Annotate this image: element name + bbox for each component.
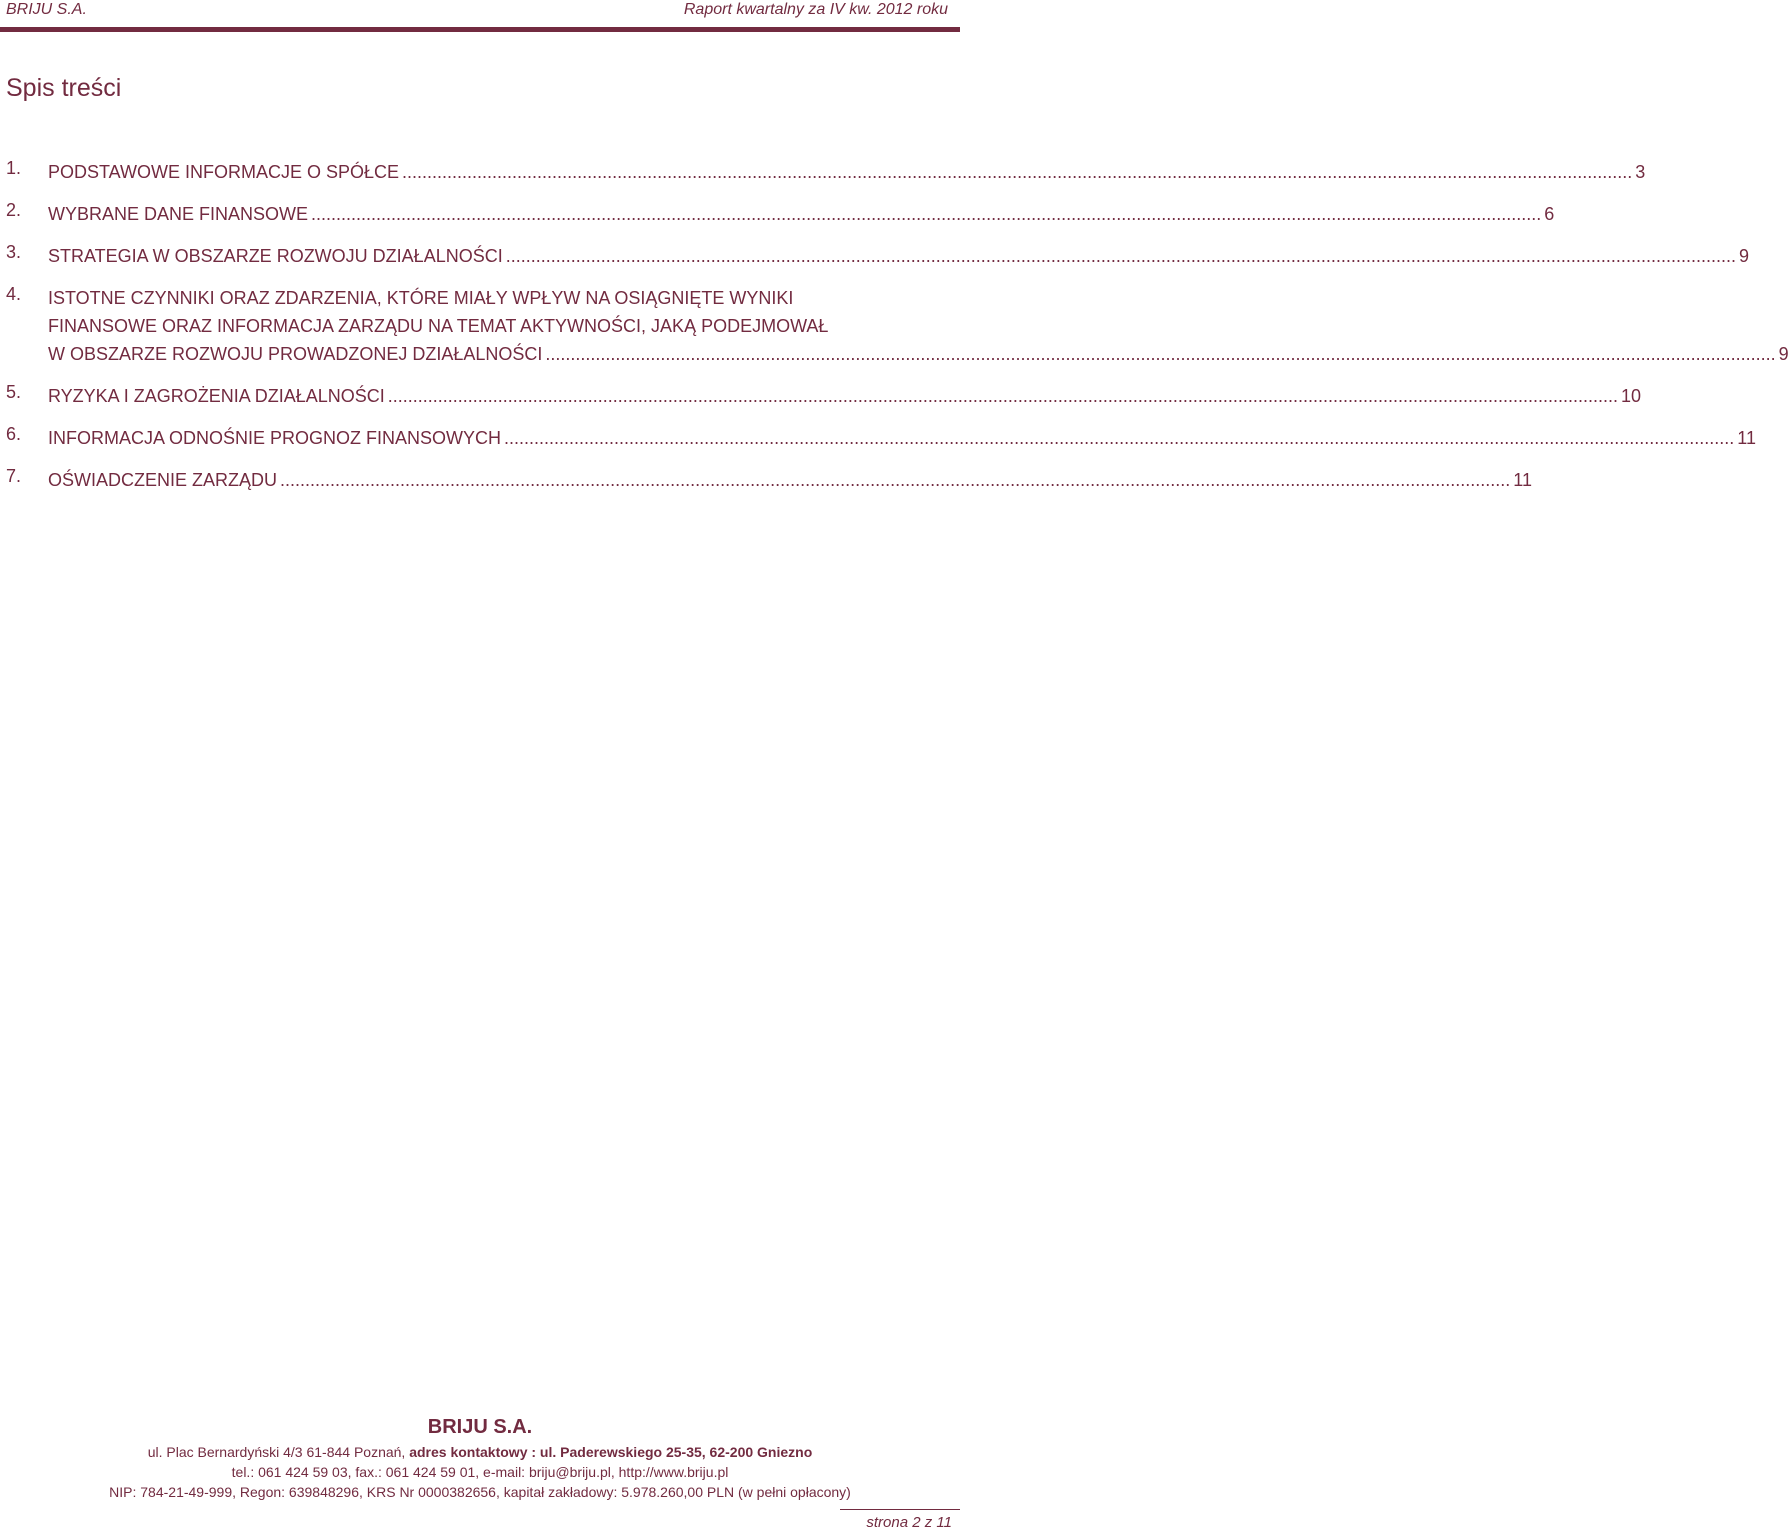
footer-address-line bbox=[0, 1442, 960, 1462]
toc-entry-title-line: ISTOTNE CZYNNIKI ORAZ ZDARZENIA, KTÓRE MIAŁY WPŁYW NA OSIĄGNIĘTE WYNIKI bbox=[48, 288, 794, 308]
toc-leader-dots bbox=[280, 466, 1510, 494]
toc-leader-dots bbox=[388, 382, 1618, 410]
toc-entry-number: 4. bbox=[6, 284, 22, 304]
toc-entry-page: 10 bbox=[1621, 386, 1642, 406]
toc-entry-page: 3 bbox=[1635, 162, 1646, 182]
toc-entry-page: 11 bbox=[1513, 470, 1532, 490]
toc-entry-page: 9 bbox=[1738, 246, 1749, 266]
toc-entry-number: 6. bbox=[6, 424, 22, 444]
toc-entry-title: INFORMACJA ODNOŚNIE PROGNOZ FINANSOWYCH bbox=[48, 428, 502, 448]
header-company: BRIJU S.A. bbox=[6, 1, 87, 18]
toc-entry-title: OŚWIADCZENIE ZARZĄDU bbox=[48, 470, 278, 490]
toc-entry-title: PODSTAWOWE INFORMACJE O SPÓŁCE bbox=[48, 162, 400, 182]
toc-entry-title-line: FINANSOWE ORAZ INFORMACJA ZARZĄDU NA TEMAT AKTYWNOŚCI, JAKĄ PODEJMOWAŁ bbox=[48, 316, 829, 336]
toc-entry[interactable] bbox=[6, 382, 1642, 410]
toc-entry-number: 7. bbox=[6, 466, 22, 486]
toc-entry-number: 2. bbox=[6, 200, 22, 220]
toc-entry-title-line: W OBSZARZE ROZWOJU PROWADZONEJ DZIAŁALNOŚCI bbox=[48, 344, 543, 364]
toc-entry-title: STRATEGIA W OBSZARZE ROZWOJU DZIAŁALNOŚCI bbox=[48, 246, 503, 266]
page-number: strona 2 z 11 bbox=[866, 1514, 952, 1531]
footer-company: BRIJU S.A. bbox=[427, 1416, 533, 1438]
toc-leader-dots bbox=[504, 424, 1734, 452]
toc-entry-number: 3. bbox=[6, 242, 22, 262]
header-report-title: Raport kwartalny za IV kw. 2012 roku bbox=[683, 1, 948, 18]
footer-phone-line: tel.: 061 424 59 03, fax.: 061 424 59 01, e-mail: briju@briju.pl, http://www.briju.pl bbox=[231, 1464, 729, 1480]
toc-entry-page: 9 bbox=[1778, 344, 1789, 364]
toc-leader-dots bbox=[311, 200, 1541, 228]
toc-entry-number: 5. bbox=[6, 382, 22, 402]
table-of-contents bbox=[6, 158, 1789, 494]
toc-entry[interactable] bbox=[6, 200, 1555, 228]
toc-leader-dots bbox=[506, 242, 1736, 270]
toc-leader-dots bbox=[402, 158, 1632, 186]
toc-entry-title: RYZYKA I ZAGROŻENIA DZIAŁALNOŚCI bbox=[48, 386, 385, 406]
toc-leader-dots bbox=[545, 340, 1775, 368]
toc-entry[interactable] bbox=[6, 466, 1532, 494]
page-number-rule bbox=[840, 1509, 960, 1510]
toc-entry-page: 11 bbox=[1737, 428, 1756, 448]
page-footer bbox=[0, 1412, 960, 1502]
footer-contact-address: adres kontaktowy : ul. Paderewskiego 25-35, 62-200 Gniezno bbox=[409, 1444, 813, 1460]
footer-registry-line: NIP: 784-21-49-999, Regon: 639848296, KRS Nr 0000382656, kapitał zakładowy: 5.978.260,00 PLN (w pełni opłacony) bbox=[109, 1484, 851, 1500]
page-header bbox=[0, 0, 960, 32]
footer-address: ul. Plac Bernardyński 4/3 61-844 Poznań, bbox=[147, 1444, 406, 1460]
toc-entry[interactable] bbox=[6, 242, 1749, 270]
toc-entry[interactable] bbox=[6, 158, 1646, 186]
toc-entry-title: WYBRANE DANE FINANSOWE bbox=[48, 204, 309, 224]
toc-title: Spis treści bbox=[6, 74, 122, 102]
toc-entry-page: 6 bbox=[1544, 204, 1555, 224]
toc-entry[interactable] bbox=[6, 284, 1789, 368]
toc-entry[interactable] bbox=[6, 424, 1756, 452]
toc-entry-number: 1. bbox=[6, 158, 22, 178]
